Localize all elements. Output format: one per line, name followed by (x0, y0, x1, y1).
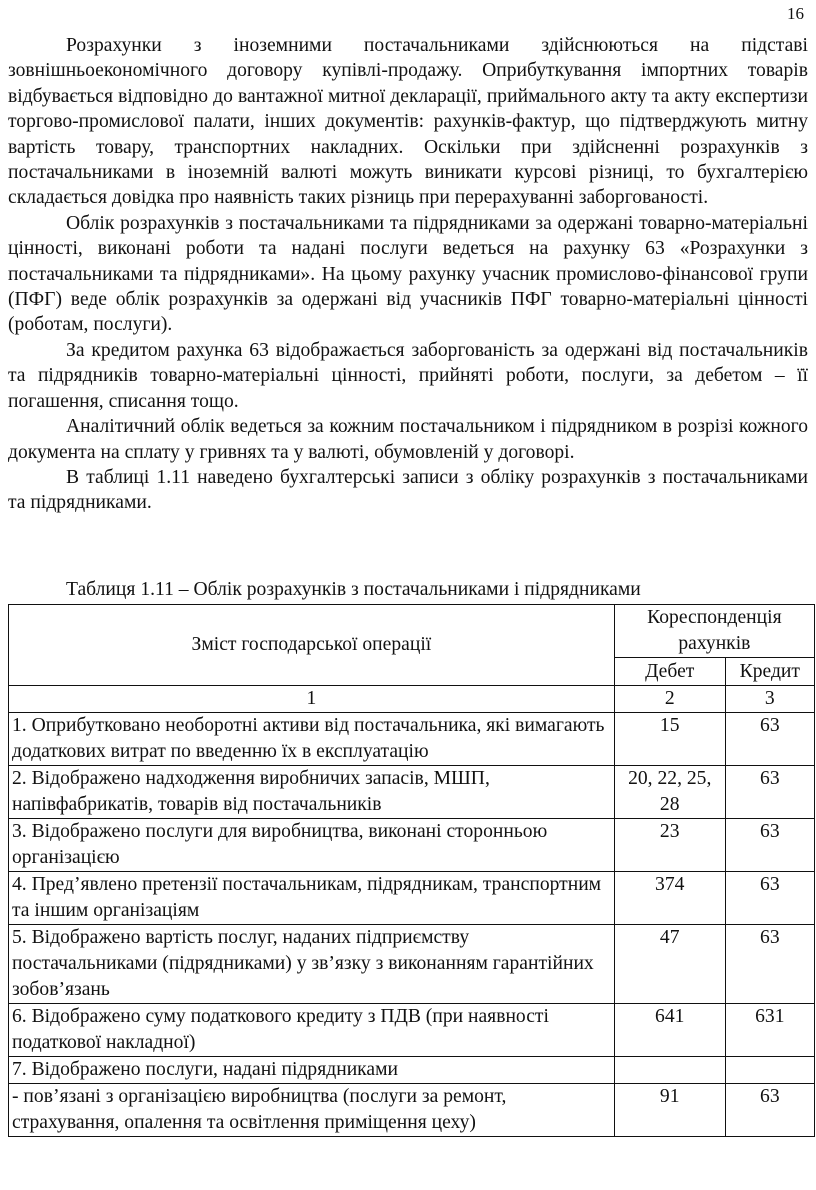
row-credit: 63 (725, 872, 814, 925)
row-operation: 3. Відображено послуги для виробництва, виконані сторонньою організацією (9, 819, 615, 872)
row-debit: 374 (614, 872, 725, 925)
row-operation: 2. Відображено надходження виробничих запасів, МШП, напівфабрикатів, товарів від постачальників (9, 766, 615, 819)
column-number-1: 1 (9, 686, 615, 713)
row-credit: 631 (725, 1004, 814, 1057)
row-operation: 5. Відображено вартість послуг, наданих підприємству постачальниками (підрядниками) у зв’язку з виконанням гарантійних зобов’язань (9, 925, 615, 1004)
row-debit: 23 (614, 819, 725, 872)
row-operation: 7. Відображено послуги, надані підрядниками (9, 1057, 615, 1084)
row-debit: 91 (614, 1084, 725, 1137)
row-credit: 63 (725, 819, 814, 872)
table-row (9, 819, 815, 872)
header-credit: Кредит (725, 658, 814, 686)
paragraph-account-63: Облік розрахунків з постачальниками та підрядниками за одержані товарно-матеріальні цінності, виконані роботи та надані послуги ведеться на рахунку 63 «Розрахунки з постачальниками та підрядниками». На цьому рахунку учасник промислово-фінансової групи (ПФГ) веде облік розрахунків за одержані від учасників ПФГ товарно-матеріальні цінності (роботам, послуги). (8, 212, 808, 336)
row-debit (614, 1057, 725, 1084)
table-row (9, 713, 815, 766)
row-operation: 1. Оприбутковано необоротні активи від постачальника, які вимагають додаткових витрат по введенню їх в експлуатацію (9, 713, 615, 766)
table-row (9, 872, 815, 925)
header-debit: Дебет (614, 658, 725, 686)
table-row (9, 1004, 815, 1057)
row-credit: 63 (725, 925, 814, 1004)
row-credit: 63 (725, 1084, 814, 1137)
row-debit: 641 (614, 1004, 725, 1057)
body-text (8, 33, 808, 516)
table-row (9, 766, 815, 819)
paragraph-foreign-suppliers: Розрахунки з іноземними постачальниками здійснюються на підставі зовнішньоекономічного договору купівлі-продажу. Оприбуткування імпортних товарів відбувається відповідно до вантажної митної декларації, приймального акту та акту експертизи торгово-промислової палати, інших документів: рахунків-фактур, що підтверджують митну вартість товару, транспортних накладних. Оскільки при здійсненні розрахунків з постачальниками в іноземній валюті можуть виникати курсові різниці, то бухгалтерією складається довідка про наявність таких різниць при перерахуванні заборгованості. (8, 35, 808, 209)
column-number-3: 3 (725, 686, 814, 713)
header-correspondence: Кореспонденція рахунків (614, 605, 814, 658)
row-debit: 47 (614, 925, 725, 1004)
row-credit: 63 (725, 713, 814, 766)
paragraph-table-reference: В таблиці 1.11 наведено бухгалтерські записи з обліку розрахунків з постачальниками та підрядниками. (8, 466, 808, 514)
header-operation: Зміст господарської операції (9, 605, 615, 686)
table-row (9, 1084, 815, 1137)
row-operation: 4. Пред’явлено претензії постачальникам, підрядникам, транспортним та іншим організаціям (9, 872, 615, 925)
table-row (9, 1057, 815, 1084)
paragraph-analytical-accounting: Аналітичний облік ведеться за кожним постачальником і підрядником в розрізі кожного документа на сплату у гривнях та у валюті, обумовленій у договорі. (8, 416, 808, 463)
row-operation: - пов’язані з організацією виробництва (послуги за ремонт, страхування, опалення та освітлення приміщення цеху) (9, 1084, 615, 1137)
paragraph-credit-debit: За кредитом рахунка 63 відображається заборгованість за одержані від постачальників та підрядників товарно-матеріальні цінності, прийняті роботи, послуги, за дебетом – її погашення, списання тощо. (8, 339, 808, 412)
column-number-2: 2 (614, 686, 725, 713)
page-number: 16 (787, 4, 804, 23)
table-row (9, 925, 815, 1004)
accounting-entries-table (8, 604, 815, 1137)
row-credit: 63 (725, 766, 814, 819)
row-debit: 20, 22, 25, 28 (614, 766, 725, 819)
table-caption: Таблиця 1.11 – Облік розрахунків з постачальниками і підрядниками (66, 579, 641, 600)
row-debit: 15 (614, 713, 725, 766)
row-operation: 6. Відображено суму податкового кредиту з ПДВ (при наявності податкової накладної) (9, 1004, 615, 1057)
row-credit (725, 1057, 814, 1084)
